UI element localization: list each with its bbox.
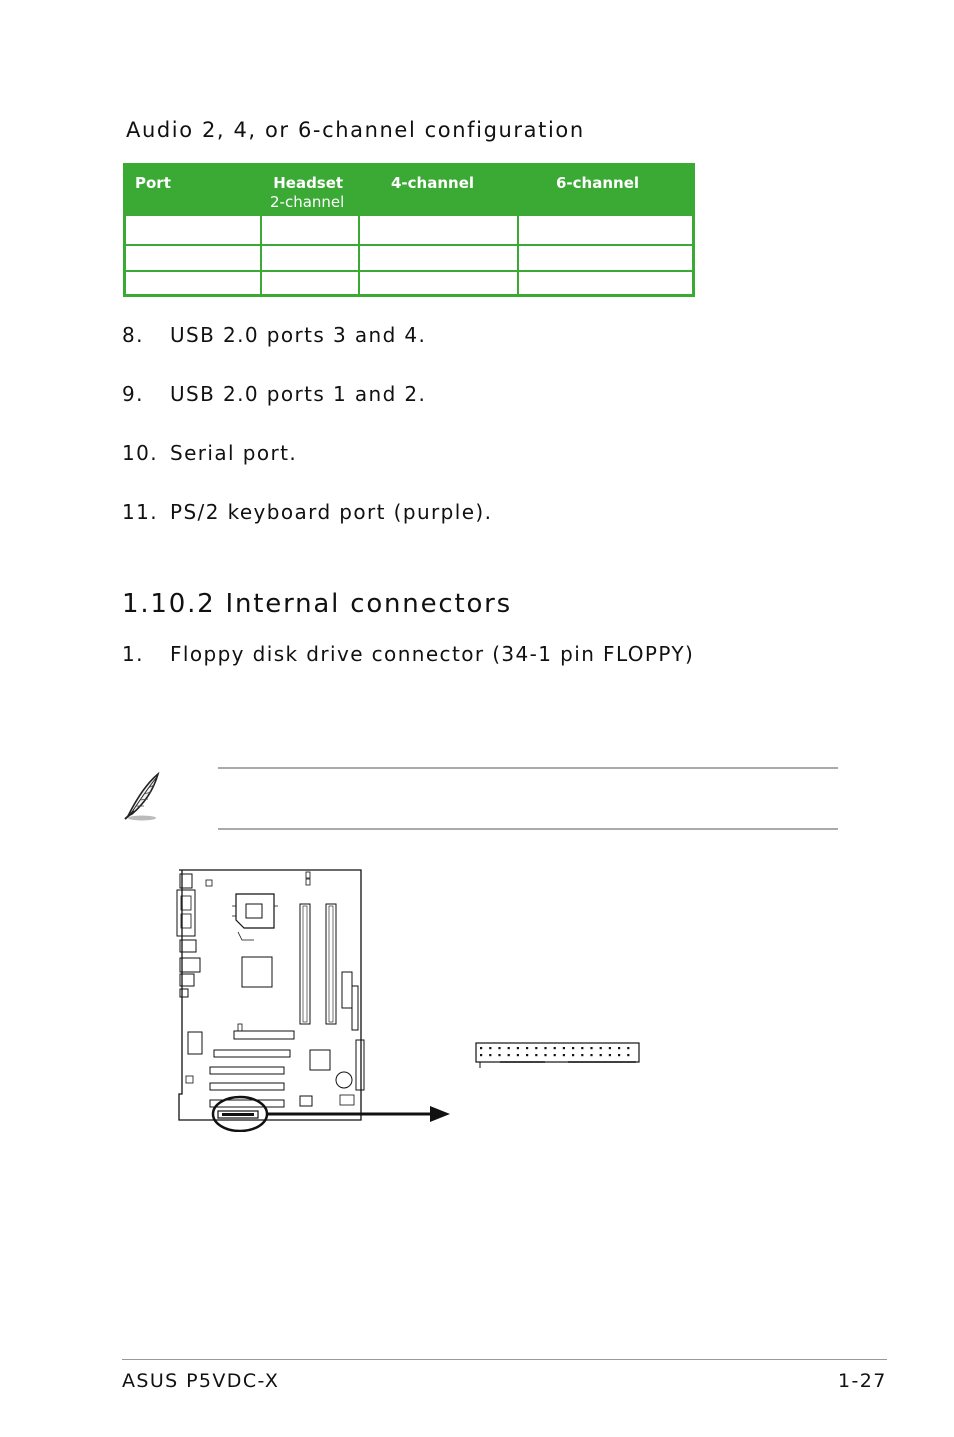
connector-pin: [590, 1054, 592, 1056]
table-column-divider: [358, 216, 360, 294]
table-column-divider: [260, 216, 262, 294]
note-rule-bottom: [218, 828, 838, 830]
connector-pin: [535, 1054, 537, 1056]
header-headset-line2: 2-channel: [270, 193, 345, 211]
motherboard-diagram: [160, 862, 460, 1132]
list-item: 10. Serial port.: [122, 441, 298, 465]
connector-pin: [517, 1054, 519, 1056]
list-item: 9. USB 2.0 ports 1 and 2.: [122, 382, 427, 406]
section-heading: 1.10.2 Internal connectors: [122, 589, 513, 619]
header-port: Port: [135, 174, 171, 192]
connector-pin: [609, 1047, 611, 1049]
header-6-channel: 6-channel: [556, 174, 640, 192]
connector-pin: [517, 1047, 519, 1049]
connector-pin: [563, 1054, 565, 1056]
connector-pin: [581, 1054, 583, 1056]
connector-pin: [618, 1054, 620, 1056]
connector-pin: [563, 1047, 565, 1049]
header-headset: [272, 174, 344, 212]
footer-rule: [122, 1359, 887, 1360]
connector-pin: [480, 1054, 482, 1056]
connector-pin: [544, 1054, 546, 1056]
connector-pin: [618, 1047, 620, 1049]
connector-pin: [609, 1054, 611, 1056]
list-item: 8. USB 2.0 ports 3 and 4.: [122, 323, 427, 347]
connector-pin: [554, 1047, 556, 1049]
floppy-connector-pinout: [470, 1040, 645, 1072]
list-item: 11. PS/2 keyboard port (purple).: [122, 500, 493, 524]
connector-pin: [600, 1047, 602, 1049]
header-headset-line1: Headset: [273, 174, 344, 192]
header-4-channel: 4-channel: [391, 174, 475, 192]
connector-pin: [526, 1054, 528, 1056]
connector-pin: [572, 1047, 574, 1049]
connector-pin: [489, 1054, 491, 1056]
table-row-divider: [126, 244, 692, 246]
footer-product-name: ASUS P5VDC-X: [122, 1370, 280, 1392]
connector-pin: [544, 1047, 546, 1049]
connector-pin: [627, 1054, 629, 1056]
connector-pin: [554, 1054, 556, 1056]
connector-item: 1. Floppy disk drive connector (34-1 pin FLOPPY): [122, 642, 695, 666]
connector-pin: [508, 1054, 510, 1056]
connector-pin: [526, 1047, 528, 1049]
feather-pen-icon: [122, 770, 162, 822]
connector-pin: [572, 1054, 574, 1056]
connector-pin: [627, 1047, 629, 1049]
audio-config-table: [123, 163, 695, 297]
connector-pin: [535, 1047, 537, 1049]
table-header-row: [126, 166, 692, 216]
note-rule-top: [218, 767, 838, 769]
table-title: Audio 2, 4, or 6-channel configuration: [126, 118, 585, 142]
connector-pin: [508, 1047, 510, 1049]
table-row-divider: [126, 270, 692, 272]
connector-pin: [581, 1047, 583, 1049]
connector-pin: [480, 1047, 482, 1049]
connector-pin: [590, 1047, 592, 1049]
connector-pin: [498, 1054, 500, 1056]
table-column-divider: [517, 216, 519, 294]
connector-pin: [489, 1047, 491, 1049]
footer-page-number: 1-27: [838, 1370, 887, 1392]
connector-pin: [600, 1054, 602, 1056]
connector-pin: [498, 1047, 500, 1049]
